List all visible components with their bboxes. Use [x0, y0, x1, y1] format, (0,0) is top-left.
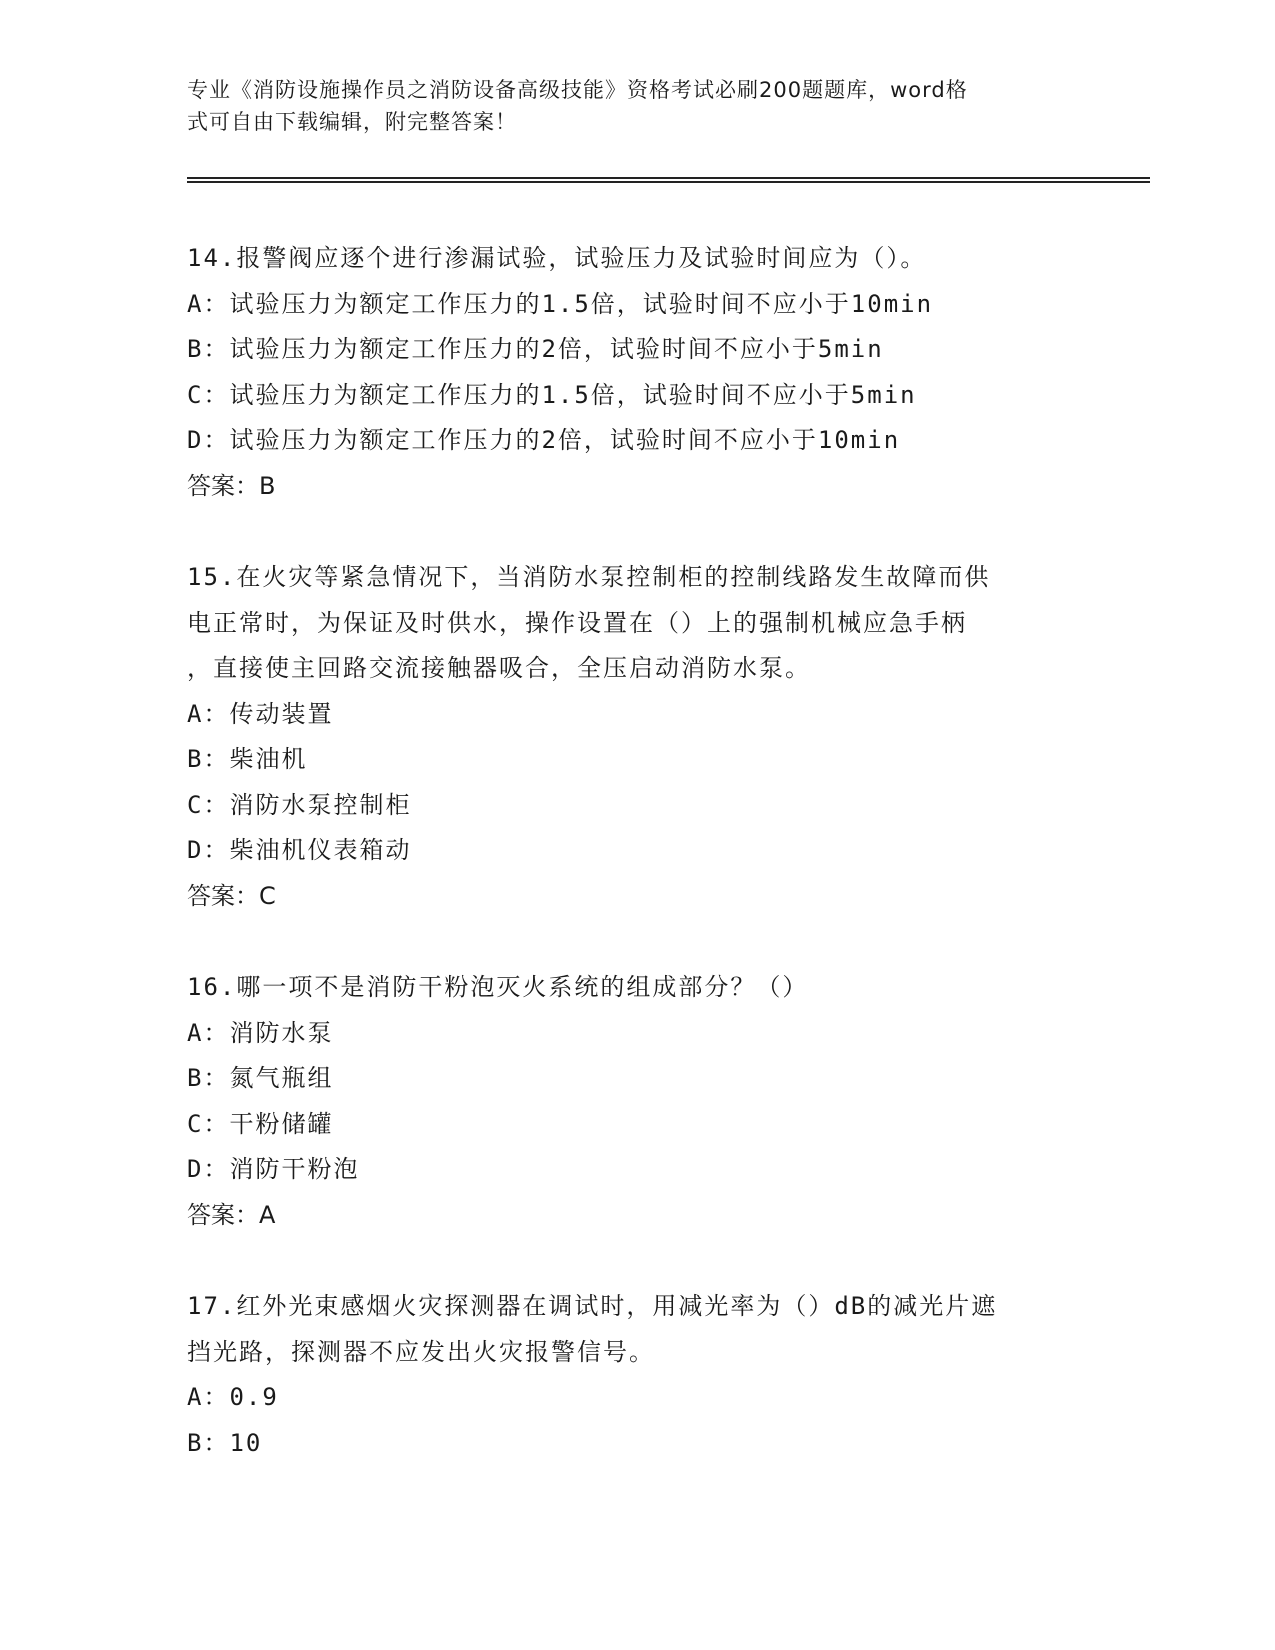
- question-list: [187, 236, 1087, 1512]
- option-b: B：试验压力为额定工作压力的2倍，试验时间不应小于5min: [187, 335, 884, 363]
- question-item: [187, 965, 1087, 1238]
- option-b: B：10: [187, 1428, 263, 1457]
- option-a: A：试验压力为额定工作压力的1.5倍，试验时间不应小于10min: [187, 289, 934, 318]
- header-line: 式可自由下载编辑，附完整答案！: [187, 110, 517, 134]
- header-divider: [187, 181, 1150, 183]
- question-stem: 16.哪一项不是消防干粉泡灭火系统的组成部分？（）: [187, 973, 809, 1001]
- option-d: D：柴油机仪表箱动: [187, 836, 412, 864]
- option-c: C：消防水泵控制柜: [187, 790, 412, 819]
- option-b: B：氮气瓶组: [187, 1064, 334, 1092]
- option-c: C：试验压力为额定工作压力的1.5倍，试验时间不应小于5min: [187, 380, 917, 409]
- answer-line: 答案：A: [187, 1200, 276, 1229]
- question-stem: 挡光路，探测器不应发出火灾报警信号。: [187, 1337, 655, 1366]
- question-stem: 14.报警阀应逐个进行渗漏试验，试验压力及试验时间应为（）。: [187, 244, 927, 272]
- option-c: C：干粉储罐: [187, 1109, 334, 1138]
- header-divider: [187, 177, 1150, 179]
- option-d: D：试验压力为额定工作压力的2倍，试验时间不应小于10min: [187, 426, 901, 454]
- question-item: [187, 1284, 1087, 1466]
- document-header: [187, 74, 1067, 138]
- question-stem: 电正常时，为保证及时供水，操作设置在（）上的强制机械应急手柄: [187, 608, 967, 637]
- answer-line: 答案：B: [187, 471, 276, 500]
- question-stem: ，直接使主回路交流接触器吸合，全压启动消防水泵。: [187, 654, 811, 682]
- option-a: A：消防水泵: [187, 1018, 334, 1047]
- option-b: B：柴油机: [187, 745, 308, 773]
- option-a: A：传动装置: [187, 699, 334, 728]
- header-line: 专业《消防设施操作员之消防设备高级技能》资格考试必刷200题题库，word格: [187, 78, 968, 102]
- question-item: [187, 555, 1087, 919]
- question-stem: 17.红外光束感烟火灾探测器在调试时，用减光率为（）dB的减光片遮: [187, 1292, 998, 1320]
- option-a: A：0.9: [187, 1383, 279, 1411]
- question-item: [187, 236, 1087, 509]
- answer-line: 答案：C: [187, 881, 276, 910]
- option-d: D：消防干粉泡: [187, 1155, 360, 1183]
- question-stem: 15.在火灾等紧急情况下，当消防水泵控制柜的控制线路发生故障而供: [187, 563, 991, 591]
